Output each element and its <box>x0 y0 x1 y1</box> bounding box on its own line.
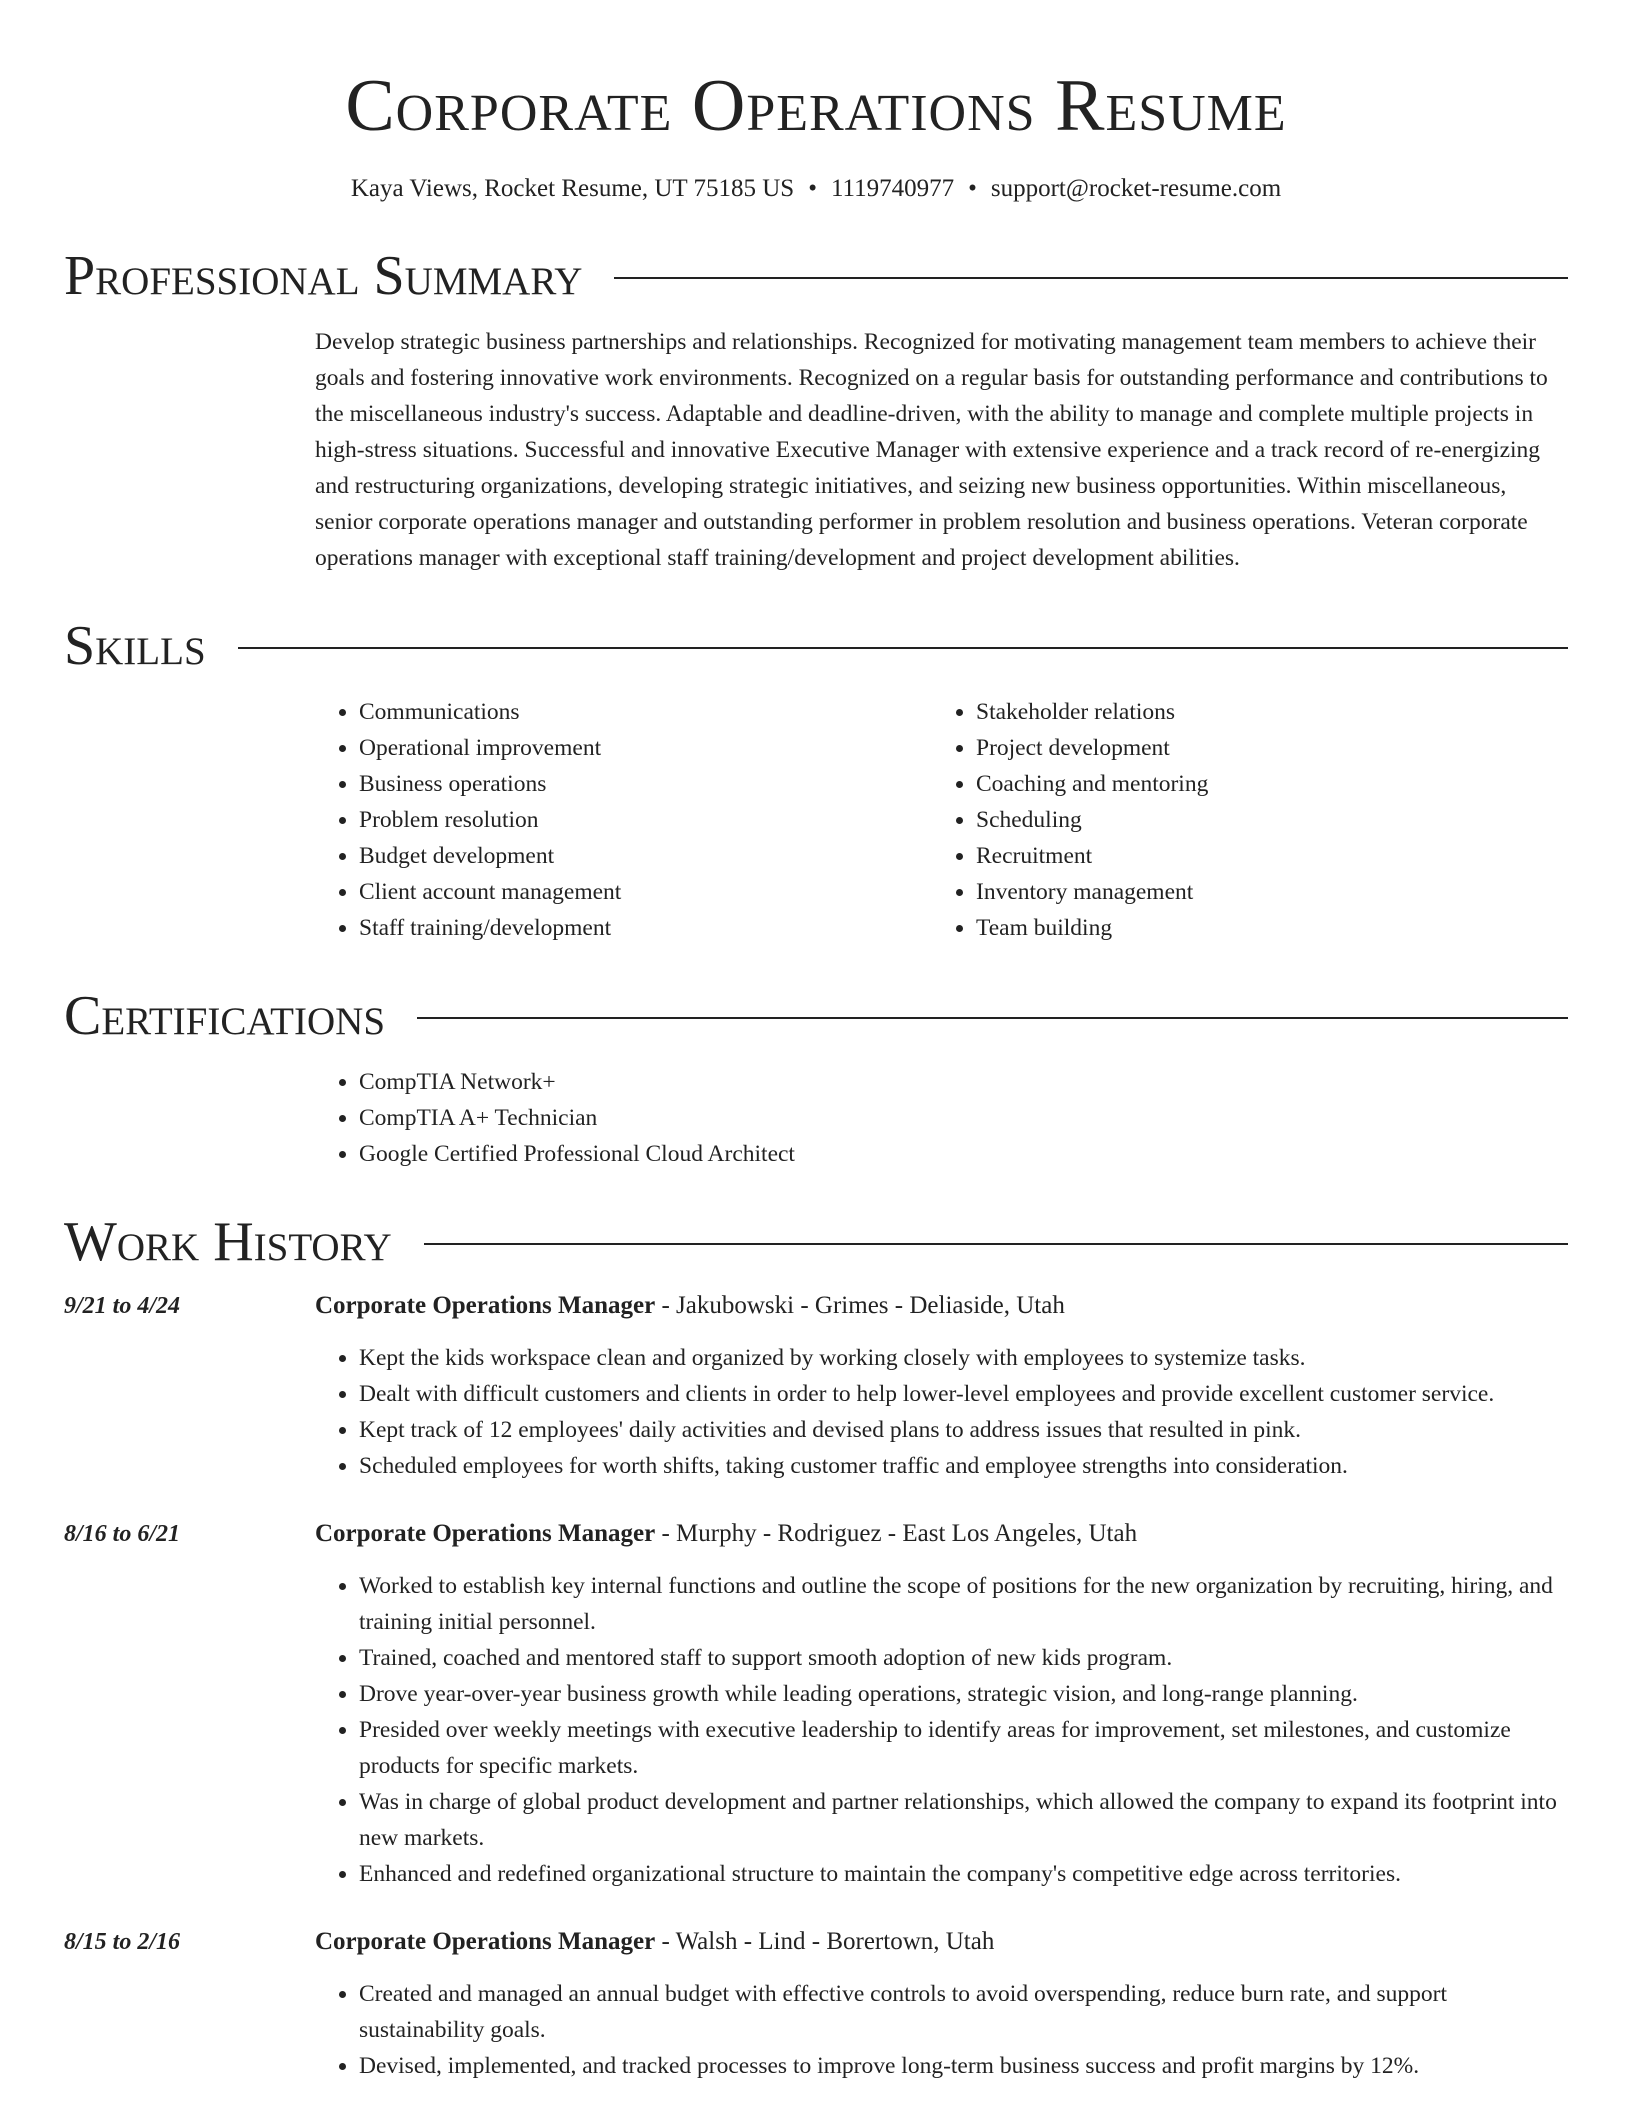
skills-column-left <box>315 694 932 946</box>
contact-address: Kaya Views, Rocket Resume, UT 75185 US <box>350 175 795 202</box>
job-role: Corporate Operations Manager <box>315 1928 656 1955</box>
contact-phone: 1119740977 <box>830 175 955 202</box>
work-history-heading: Work History <box>64 1211 392 1273</box>
skill-item: • Stakeholder relations <box>976 694 1549 730</box>
skill-item: • Communications <box>359 694 932 730</box>
certifications-heading: Certifications <box>64 985 386 1047</box>
skill-item: • Coaching and mentoring <box>976 766 1549 802</box>
summary-text: Develop strategic business partnerships and relationships. Recognized for motivating management team members to achieve their goals and fostering innovative work environments. Recognized on a regular basis for outstanding performance and contributions to the miscellaneous industry's success. Adaptable and deadline-driven, with the ability to manage and complete multiple projects in high-stress situations. Successful and innovative Executive Manager with extensive experience and a track record of re-energizing and restructuring organizations, developing strategic initiatives, and seizing new business opportunities. Within miscellaneous, senior corporate operations manager and outstanding performer in problem resolution and business operations. Veteran corporate operations manager with exceptional staff training/development and project development abilities. <box>315 329 1548 571</box>
skill-item: • Operational improvement <box>359 730 932 766</box>
job-bullet: • Presided over weekly meetings with executive leadership to identify areas for improvement, set milestones, and customize products for specific markets. <box>359 1712 1568 1784</box>
skill-item: • Project development <box>976 730 1549 766</box>
skills-column-right <box>932 694 1549 946</box>
contact-separator: • <box>808 175 817 202</box>
job-bullet: • Drove year-over-year business growth while leading operations, strategic vision, and long-range planning. <box>359 1676 1568 1712</box>
job-company: - Walsh - Lind - Borertown, Utah <box>655 1928 995 1955</box>
contact-separator: • <box>968 175 977 202</box>
certification-item: • Google Certified Professional Cloud Architect <box>359 1136 1568 1172</box>
skill-item: • Team building <box>976 910 1549 946</box>
job-entry <box>64 1516 1568 1892</box>
skill-item: • Inventory management <box>976 874 1549 910</box>
summary-section-header <box>64 244 1568 308</box>
skill-item: • Problem resolution <box>359 802 932 838</box>
certifications-section-header <box>64 984 1568 1048</box>
job-headline <box>315 1516 1568 1552</box>
job-bullet: • Dealt with difficult customers and clients in order to help lower-level employees and provide excellent customer service. <box>359 1376 1568 1412</box>
skill-item: • Staff training/development <box>359 910 932 946</box>
job-headline <box>315 1924 1568 1960</box>
job-bullet: • Worked to establish key internal functions and outline the scope of positions for the new organization by recruiting, hiring, and training initial personnel. <box>359 1568 1568 1640</box>
job-entry <box>64 1924 1568 2084</box>
job-bullet: • Kept track of 12 employees' daily activities and devised plans to address issues that resulted in pink. <box>359 1412 1568 1448</box>
job-role: Corporate Operations Manager <box>315 1520 656 1547</box>
section-divider <box>424 1243 1568 1245</box>
skill-item: • Client account management <box>359 874 932 910</box>
certification-item: • CompTIA Network+ <box>359 1064 1568 1100</box>
contact-line <box>64 172 1568 206</box>
work-history-section-header <box>64 1210 1568 1274</box>
job-bullet: • Scheduled employees for worth shifts, taking customer traffic and employee strengths into consideration. <box>359 1448 1568 1484</box>
section-divider <box>238 647 1568 649</box>
job-bullet: • Enhanced and redefined organizational structure to maintain the company's competitive edge across territories. <box>359 1856 1568 1892</box>
contact-email[interactable]: support@rocket-resume.com <box>990 175 1282 202</box>
skills-grid <box>315 694 1568 946</box>
job-bullets <box>315 1340 1568 1484</box>
job-detail <box>315 1516 1568 1892</box>
skill-item: • Recruitment <box>976 838 1549 874</box>
job-detail <box>315 1288 1568 1484</box>
skill-item: • Scheduling <box>976 802 1549 838</box>
skill-item: • Business operations <box>359 766 932 802</box>
job-entry <box>64 1288 1568 1484</box>
job-company: - Jakubowski - Grimes - Deliaside, Utah <box>655 1292 1065 1319</box>
certification-item: • CompTIA A+ Technician <box>359 1100 1568 1136</box>
section-divider <box>417 1017 1568 1019</box>
summary-heading: Professional Summary <box>64 245 583 307</box>
section-divider <box>614 277 1568 279</box>
job-dates: 8/15 to 2/16 <box>64 1929 181 1955</box>
job-bullet: • Trained, coached and mentored staff to support smooth adoption of new kids program. <box>359 1640 1568 1676</box>
job-dates: 8/16 to 6/21 <box>64 1521 181 1547</box>
job-role: Corporate Operations Manager <box>315 1292 656 1319</box>
job-headline <box>315 1288 1568 1324</box>
certifications-list <box>315 1064 1568 1172</box>
job-bullet: • Created and managed an annual budget with effective controls to avoid overspending, reduce burn rate, and support sustainability goals. <box>359 1976 1568 2048</box>
job-bullets <box>315 1976 1568 2084</box>
skills-section-header <box>64 614 1568 678</box>
skill-item: • Budget development <box>359 838 932 874</box>
job-detail <box>315 1924 1568 2084</box>
job-bullet: • Was in charge of global product development and partner relationships, which allowed the company to expand its footprint into new markets. <box>359 1784 1568 1856</box>
resume-title: Corporate Operations Resume <box>345 65 1287 147</box>
job-dates: 9/21 to 4/24 <box>64 1293 181 1319</box>
job-company: - Murphy - Rodriguez - East Los Angeles, Utah <box>655 1520 1138 1547</box>
skills-heading: Skills <box>64 615 206 677</box>
job-bullet: • Devised, implemented, and tracked processes to improve long-term business success and profit margins by 12%. <box>359 2048 1568 2084</box>
job-bullet: • Kept the kids workspace clean and organized by working closely with employees to systemize tasks. <box>359 1340 1568 1376</box>
job-bullets <box>315 1568 1568 1892</box>
